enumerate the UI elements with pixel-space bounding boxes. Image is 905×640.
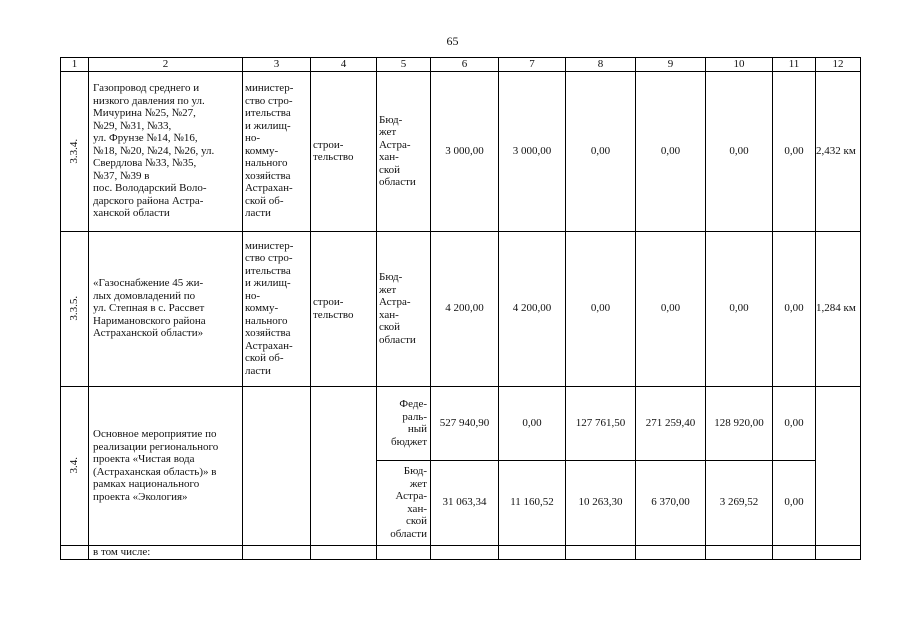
col-header: 4 bbox=[311, 58, 377, 72]
funding-source: Бюд- жет Астра- хан- ской области bbox=[377, 231, 431, 386]
value-year-1: 4 200,00 bbox=[499, 231, 566, 386]
column-number-row bbox=[61, 58, 861, 72]
measure-name: «Газоснабжение 45 жи- лых домовладений по ул. Степная в с. Рассвет Наримановского района Астраханской области» bbox=[89, 231, 243, 386]
col-header: 3 bbox=[243, 58, 311, 72]
value-year-1: 0,00 bbox=[499, 386, 566, 460]
row-number: 3.4. bbox=[61, 386, 89, 545]
table-row bbox=[61, 386, 861, 460]
col-header: 9 bbox=[636, 58, 706, 72]
value-year-5: 0,00 bbox=[773, 386, 816, 460]
value-total: 3 000,00 bbox=[431, 71, 499, 231]
col-header: 1 bbox=[61, 58, 89, 72]
funding-source: Бюд- жет Астра- хан- ской области bbox=[377, 460, 431, 545]
value-year-4: 0,00 bbox=[706, 71, 773, 231]
work-type: строи- тельство bbox=[311, 71, 377, 231]
col-header: 5 bbox=[377, 58, 431, 72]
table-row bbox=[61, 231, 861, 386]
value-year-3: 0,00 bbox=[636, 71, 706, 231]
executor: министер- ство стро- ительства и жилищ- но- комму- нального хозяйства Астрахан- ской об- ласти bbox=[243, 231, 311, 386]
including-label: в том числе: bbox=[89, 545, 243, 559]
row-number: 3.3.5. bbox=[61, 231, 89, 386]
value-year-4: 3 269,52 bbox=[706, 460, 773, 545]
executor bbox=[243, 386, 311, 545]
work-type: строи- тельство bbox=[311, 231, 377, 386]
funding-source: Феде- раль- ный бюджет bbox=[377, 386, 431, 460]
value-year-5: 0,00 bbox=[773, 71, 816, 231]
indicator bbox=[816, 386, 861, 545]
funding-source: Бюд- жет Астра- хан- ской области bbox=[377, 71, 431, 231]
table-row bbox=[61, 71, 861, 231]
col-header: 6 bbox=[431, 58, 499, 72]
value-year-4: 128 920,00 bbox=[706, 386, 773, 460]
value-year-5: 0,00 bbox=[773, 460, 816, 545]
value-year-4: 0,00 bbox=[706, 231, 773, 386]
measure-name: Газопровод среднего и низкого давления по ул. Мичурина №25, №27, №29, №31, №33, ул. Фрунзе №14, №16, №18, №20, №24, №26, ул. Свердлова №33, №35, №37, №39 в пос. Володарский Воло- дарского района Астра- ханской области bbox=[89, 71, 243, 231]
value-year-1: 3 000,00 bbox=[499, 71, 566, 231]
table-row bbox=[61, 545, 861, 559]
row-number: 3.3.4. bbox=[61, 71, 89, 231]
value-year-3: 6 370,00 bbox=[636, 460, 706, 545]
value-year-2: 0,00 bbox=[566, 71, 636, 231]
value-year-2: 127 761,50 bbox=[566, 386, 636, 460]
col-header: 7 bbox=[499, 58, 566, 72]
value-year-3: 271 259,40 bbox=[636, 386, 706, 460]
measure-name: Основное мероприятие по реализации регионального проекта «Чистая вода (Астраханская область)» в рамках национального проекта «Экология» bbox=[89, 386, 243, 545]
page-number: 65 bbox=[446, 34, 459, 48]
value-total: 31 063,34 bbox=[431, 460, 499, 545]
work-type bbox=[311, 386, 377, 545]
col-header: 11 bbox=[773, 58, 816, 72]
value-year-1: 11 160,52 bbox=[499, 460, 566, 545]
value-year-2: 0,00 bbox=[566, 231, 636, 386]
value-total: 527 940,90 bbox=[431, 386, 499, 460]
col-header: 10 bbox=[706, 58, 773, 72]
value-year-5: 0,00 bbox=[773, 231, 816, 386]
budget-table bbox=[60, 57, 861, 560]
indicator: 2,432 км bbox=[816, 71, 861, 231]
col-header: 2 bbox=[89, 58, 243, 72]
value-year-2: 10 263,30 bbox=[566, 460, 636, 545]
value-year-3: 0,00 bbox=[636, 231, 706, 386]
col-header: 8 bbox=[566, 58, 636, 72]
indicator: 1,284 км bbox=[816, 231, 861, 386]
executor: министер- ство стро- ительства и жилищ- но- комму- нального хозяйства Астрахан- ской об- ласти bbox=[243, 71, 311, 231]
value-total: 4 200,00 bbox=[431, 231, 499, 386]
col-header: 12 bbox=[816, 58, 861, 72]
